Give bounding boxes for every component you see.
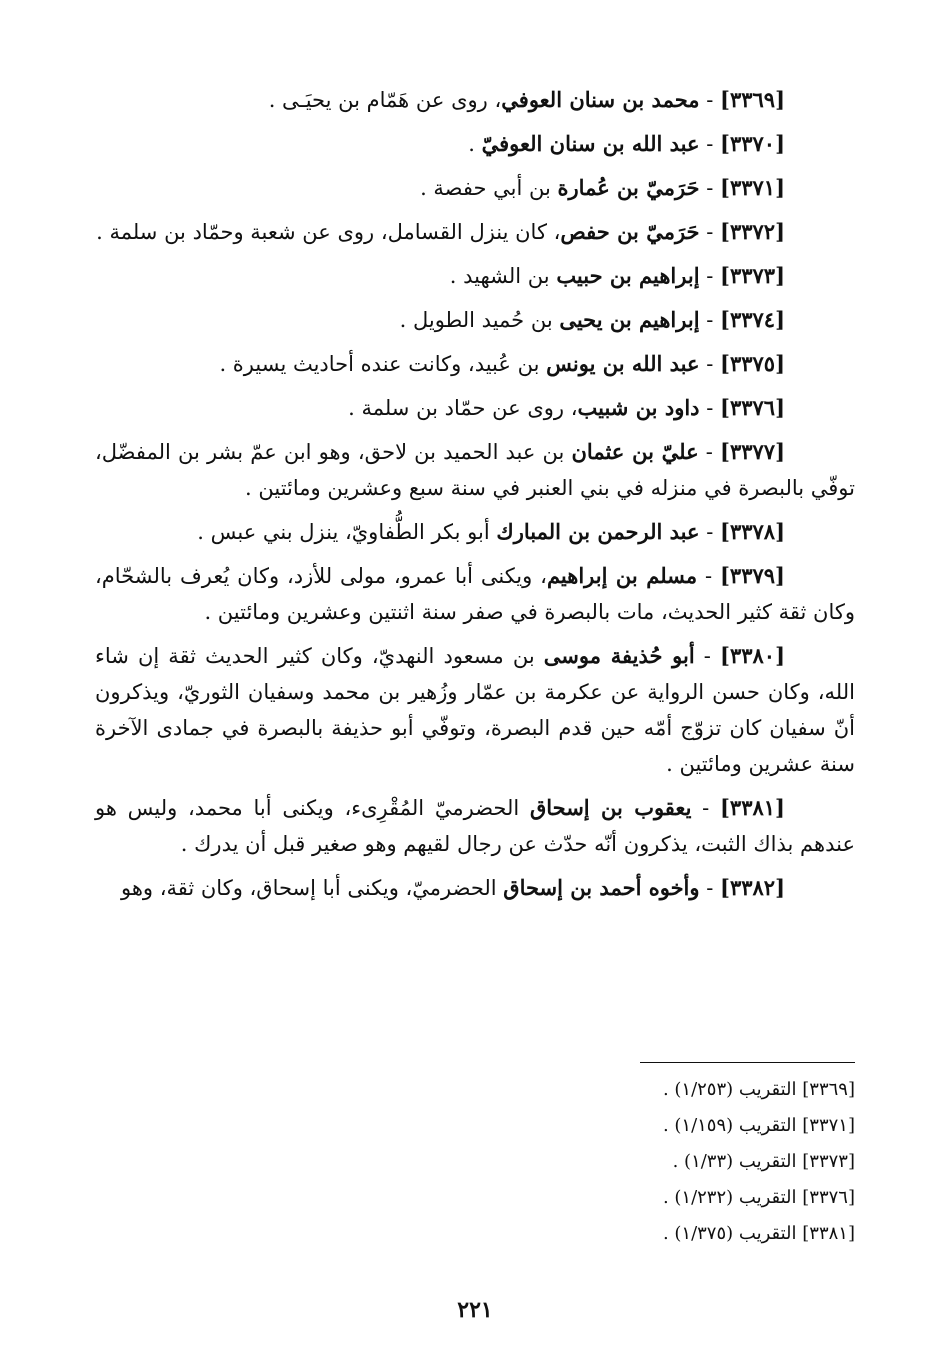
entry-name: مسلم بن إبراهيم [546, 563, 698, 588]
entry-number: [٣٣٧٩] [719, 563, 785, 588]
entry-name: حَرَميّ بن عُمارة [557, 175, 700, 200]
entry-text: ، كان ينزل القسامل، روى عن شعبة وحمّاد بن سلمة . [96, 220, 561, 244]
footnote: [٣٣٧٣] التقريب (١/٣٣) . [672, 1151, 855, 1172]
entry-text: بن الشهيد . [449, 264, 557, 288]
entry-number: [٣٣٨١] [719, 795, 785, 820]
footnote: [٣٣٧٦] التقريب (١/٢٣٢) . [662, 1187, 855, 1208]
entry-number: [٣٣٧٢] [720, 219, 785, 244]
entry-text: . [468, 132, 482, 156]
entry-text: الحضرميّ المُقْرِىء، ويكنى أبا محمد، وليس هو عندهم بذاك الثبت، يذكرون أنّه حدّث عن رجال لقيهم وهو صغير قبل أن يدرك . [95, 796, 855, 856]
entry-name: إبراهيم بن حبيب [556, 263, 700, 288]
entry: [٣٣٧٠] - عبد الله بن سنان العوفيّ . [468, 131, 785, 156]
entry-name: عبد الله بن يونس [546, 351, 700, 376]
entry-text: ، ويكنى أبا عمرو، مولى للأزد، وكان يُعرف بالشحّام، وكان ثقة كثير الحديث، مات بالبصرة في صفر سنة اثنتين وعشرين ومائتين . [95, 564, 855, 624]
entry-text: أبو بكر الطُّفاويّ، ينزل بني عبس . [197, 520, 497, 544]
entry: [٣٣٦٩] - محمد بن سنان العوفي، روى عن هَمّام بن يحيَـى . [268, 87, 785, 112]
entry-number: [٣٣٧٤] [720, 307, 785, 332]
entry-name: عبد الرحمن بن المبارك [496, 519, 700, 544]
entry: [٣٣٧٦] - داود بن شبيب، روى عن حمّاد بن سلمة . [348, 395, 785, 420]
entry: [٣٣٧٧] - عليّ بن عثمان بن عبد الحميد بن لاحق، وهو ابن عمّ بشر بن المفضّل، توفّي بالبصرة في منزله في بني العنبر في سنة سبع وعشرين ومائتين . [95, 439, 855, 500]
footnote-divider [640, 1062, 855, 1063]
footnote: [٣٣٧١] التقريب (١/١٥٩) . [662, 1115, 855, 1136]
entries-list [95, 82, 855, 906]
entry-text: بن مسعود النهديّ، وكان كثير الحديث ثقة إن شاء الله، وكان حسن الرواية عن عكرمة بن عمّار وزُهير بن محمد وسفيان الثوريّ، ويذكرون أنّ سفيان كان تزوّج أمّه حين قدم البصرة، وتوفّي أبو حذيفة بالبصرة في جمادى الآخرة سنة عشرين ومائتين . [95, 644, 855, 776]
entry-name: عليّ بن عثمان [571, 439, 699, 464]
entry-name: عبد الله بن سنان العوفيّ [481, 131, 700, 156]
entry: [٣٣٨٢] - وأخوه أحمد بن إسحاق الحضرميّ، ويكنى أبا إسحاق، وكان ثقة، وهو [120, 875, 785, 900]
entry-name: داود بن شبيب [577, 395, 700, 420]
entry-name: محمد بن سنان العوفي [501, 87, 700, 112]
entry-name: أبو حُذيفة موسى [543, 643, 695, 668]
entry: [٣٣٨٠] - أبو حُذيفة موسى بن مسعود النهديّ، وكان كثير الحديث ثقة إن شاء الله، وكان حسن الرواية عن عكرمة بن عمّار وزُهير بن محمد وسفيان الثوريّ، ويذكرون أنّ سفيان كان تزوّج أمّه حين قدم البصرة، وتوفّي أبو حذيفة بالبصرة في جمادى الآخرة سنة عشرين ومائتين . [95, 643, 855, 776]
entry-text: بن أبي حفصة . [420, 176, 558, 200]
entry-text: بن عبد الحميد بن لاحق، وهو ابن عمّ بشر بن المفضّل، توفّي بالبصرة في منزله في بني العنبر في سنة سبع وعشرين ومائتين . [95, 440, 855, 500]
entry-name: يعقوب بن إسحاق [529, 795, 692, 820]
footnote: [٣٣٨١] التقريب (١/٣٧٥) . [662, 1223, 855, 1244]
entry-number: [٣٣٧٨] [720, 519, 785, 544]
entry-text: ، روى عن هَمّام بن يحيَـى . [268, 88, 502, 112]
entry: [٣٣٧١] - حَرَميّ بن عُمارة بن أبي حفصة . [420, 175, 785, 200]
entry-number: [٣٣٧١] [720, 175, 785, 200]
entry-number: [٣٣٨٢] [720, 875, 785, 900]
entry-name: حَرَميّ بن حفص [560, 219, 700, 244]
entry: [٣٣٧٤] - إبراهيم بن يحيى بن حُميد الطويل . [399, 307, 785, 332]
entry-number: [٣٣٧٠] [720, 131, 785, 156]
entry-number: [٣٣٨٠] [720, 643, 785, 668]
entry-text: بن عُبيد، وكانت عنده أحاديث يسيرة . [219, 352, 547, 376]
entry-number: [٣٣٧٥] [720, 351, 785, 376]
entry-number: [٣٣٧٦] [720, 395, 785, 420]
entry: [٣٣٧٨] - عبد الرحمن بن المبارك أبو بكر الطُّفاويّ، ينزل بني عبس . [197, 519, 785, 544]
footnote: [٣٣٦٩] التقريب (١/٢٥٣) . [662, 1079, 855, 1100]
entry-name: إبراهيم بن يحيى [559, 307, 700, 332]
entry: [٣٣٧٥] - عبد الله بن يونس بن عُبيد، وكانت عنده أحاديث يسيرة . [219, 351, 785, 376]
entry-name: وأخوه أحمد بن إسحاق [503, 875, 700, 900]
entry-number: [٣٣٦٩] [720, 87, 785, 112]
entry: [٣٣٧٢] - حَرَميّ بن حفص، كان ينزل القسامل، روى عن شعبة وحمّاد بن سلمة . [96, 219, 785, 244]
footnotes [663, 1072, 855, 1252]
entry-text: ، روى عن حمّاد بن سلمة . [348, 396, 578, 420]
book-page [95, 82, 855, 1322]
entry: [٣٣٨١] - يعقوب بن إسحاق الحضرميّ المُقْرِىء، ويكنى أبا محمد، وليس هو عندهم بذاك الثبت، يذكرون أنّه حدّث عن رجال لقيهم وهو صغير قبل أن يدرك . [95, 795, 855, 856]
entry: [٣٣٧٩] - مسلم بن إبراهيم، ويكنى أبا عمرو، مولى للأزد، وكان يُعرف بالشحّام، وكان ثقة كثير الحديث، مات بالبصرة في صفر سنة اثنتين وعشرين ومائتين . [95, 563, 855, 624]
entry-text: بن حُميد الطويل . [399, 308, 560, 332]
entry-text: الحضرميّ، ويكنى أبا إسحاق، وكان ثقة، وهو [120, 876, 504, 900]
entry-number: [٣٣٧٣] [720, 263, 785, 288]
page-number: ٢٢١ [457, 1297, 493, 1323]
entry-number: [٣٣٧٧] [720, 439, 785, 464]
entry: [٣٣٧٣] - إبراهيم بن حبيب بن الشهيد . [449, 263, 785, 288]
